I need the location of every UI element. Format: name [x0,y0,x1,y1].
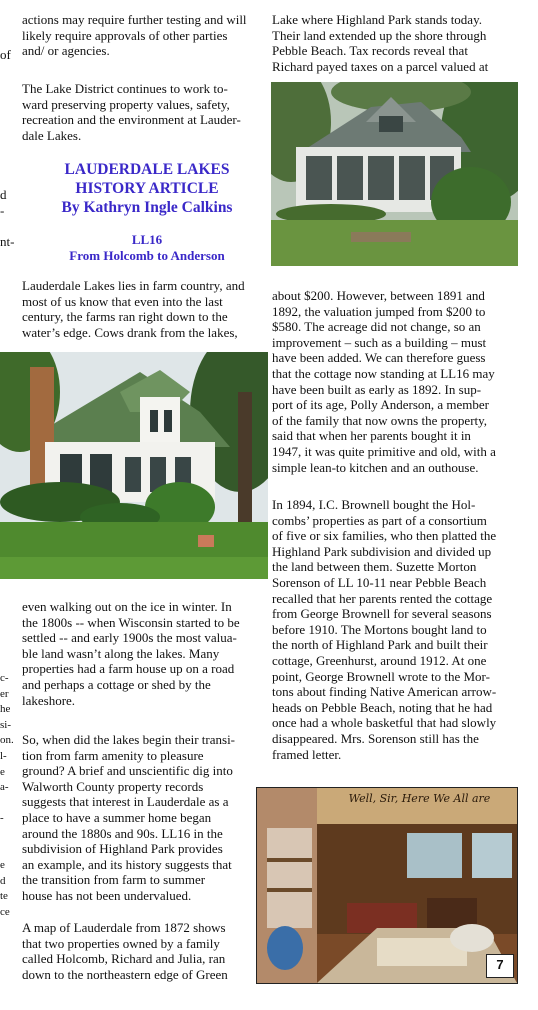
article-subtitle: LL16 From Holcomb to Anderson [69,232,225,263]
page-number: 7 [486,954,514,978]
adjacent-page-fragment-upper: of d - nt- [0,46,15,249]
cottage-photo-green-roof [0,352,268,579]
adjacent-page-fragment-lower: c- er he si- on. l- e a- - e d te ce [0,672,14,918]
screened-cottage-photo [271,82,518,266]
valuation-paragraph: about $200. However, between 1891 and 1892, the valuation jumped from $200 to $580. The acreage did not change, so an improvement – such as a building – must have been added. We can therefore guess that the cottage now standing at LL16 may have been built as early as 1892. In sup- port of its age, Polly Anderson, a member of the family that now owns the property, said that when her parents bought it in 1947, it was quite primitive and old, with a simple lean-to kitchen and an outhouse. [272,288,496,475]
map-paragraph: A map of Lauderdale from 1872 shows that two properties owned by a family called Holcomb, Richard and Julia, ran down to the northeastern edge of Green [22,920,228,982]
transition-paragraph: So, when did the lakes begin their transi- tion from farm amenity to pleasure ground? A brief and unscientific dig into Walworth County property records suggests that interest in Lauderdale as a place to have a summer home began around the 1880s and 90s. LL16 in the subdivision of Highland Park provides an example, and its history suggests that the transition from farm to summer house has not been undervalued. [22,732,236,903]
brownell-paragraph: In 1894, I.C. Brownell bought the Hol- combs’ properties as part of a consortium of five or six families, who then platted the Highland Park subdivision and divided up the land between them. Suzette Morton Sorenson of LL 10-11 near Pebble Beach recalled that her parents rented the cottage from George Brownell for several seasons before 1910. The Mortons bought land to the north of Highland Park and built their cottage, Greenhurst, around 1912. At one point, George Brownell wrote to the Mor- tons about finding Native American arrow- heads on Pebble Beach, noting that he had once had a whole basketful that had slowly disappeared. Mrs. Sorenson still has the framed letter. [272,497,497,762]
continued-paragraph-top-right: Lake where Highland Park stands today. Their land extended up the shore through Pebble Beach. Tax records reveal that Richard payed taxes on a parcel valued at [272,12,489,74]
lake-district-paragraph: The Lake District continues to work to- ward preserving property values, safety, recreation and the environment at Lauder- dale Lakes. [22,81,241,143]
article-title: LAUDERDALE LAKES HISTORY ARTICLE By Kathryn Ingle Calkins [61,161,233,216]
continued-paragraph-top-left: actions may require further testing and will likely require approvals of other parties and/ or agencies. [22,12,247,59]
interior-wall-sign-text: Well, Sir, Here We All are [348,792,491,805]
intro-paragraph: Lauderdale Lakes lies in farm country, and most of us know that even into the last century, the farms ran right down to the water’s edge. Cows drank from the lakes, [22,278,245,340]
cottage-interior-photo [256,787,518,984]
winter-paragraph: even walking out on the ice in winter. In the 1800s -- when Wisconsin started to be settled -- and early 1900s the most valua- ble land wasn’t along the lakes. Many properties had a farm house up on a road and perhaps a cottage or shed by the lakeshore. [22,599,240,708]
